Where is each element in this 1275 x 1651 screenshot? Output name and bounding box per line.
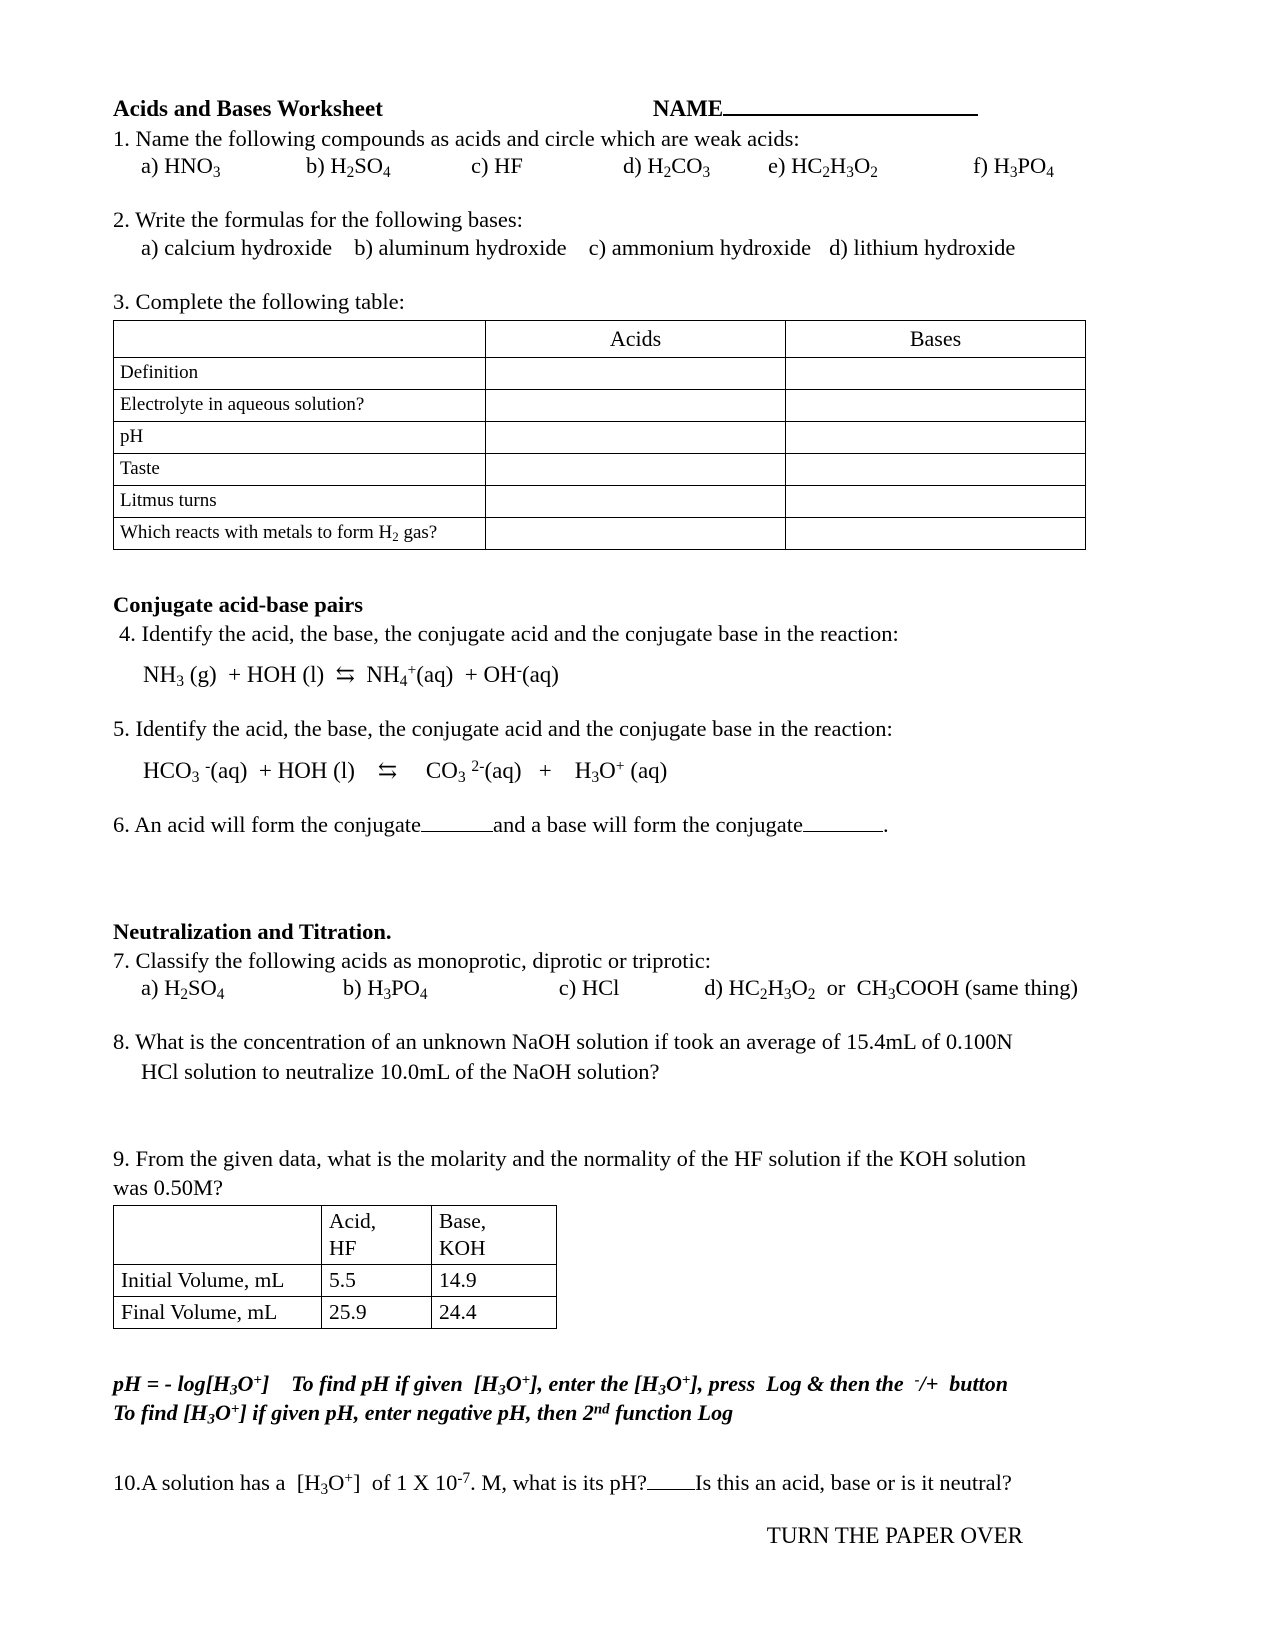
q7-option-b: b) $H_3PO_4$ xyxy=(342,975,428,1004)
table-row xyxy=(114,1265,557,1297)
ph-formula-note-line1: pH = - $\log[H_3O^+]$ To find pH if given $[H_3O^+]$, enter the $[H_3O^+]$, press Log & then the -/+ button xyxy=(113,1370,1008,1399)
answer-cell-acids[interactable] xyxy=(486,421,786,453)
turn-over-note: TURN THE PAPER OVER xyxy=(766,1523,1023,1549)
answer-cell-bases[interactable] xyxy=(786,453,1086,485)
value-final-acid: 25.9 xyxy=(322,1296,432,1328)
q10-blank[interactable] xyxy=(647,1473,695,1490)
q1-option-c: c) HF xyxy=(471,153,523,179)
q1-option-f: f) $H_3PO_4$ xyxy=(973,153,1054,182)
table-row xyxy=(114,453,1086,485)
table-row xyxy=(114,485,1086,517)
question-6-part3: . xyxy=(882,811,889,837)
worksheet-page xyxy=(113,96,1078,1549)
value-final-base: 24.4 xyxy=(432,1296,557,1328)
acids-bases-comparison-table xyxy=(113,320,1086,550)
table-row xyxy=(114,421,1086,453)
titration-data-table xyxy=(113,1205,557,1329)
header-acid-hf: Acid, HF xyxy=(322,1206,432,1265)
answer-cell-bases[interactable] xyxy=(786,357,1086,389)
q2-option-b: b) aluminum hydroxide xyxy=(354,234,567,260)
question-1-prompt: 1. Name the following compounds as acids and circle which are weak acids: xyxy=(113,126,800,151)
answer-cell-acids[interactable] xyxy=(486,485,786,517)
name-field-label: NAME xyxy=(653,96,978,122)
question-2-options xyxy=(113,235,1078,261)
q2-option-c: c) ammonium hydroxide xyxy=(588,234,812,260)
question-6-part1: 6. An acid will form the conjugate xyxy=(113,811,422,837)
question-7-prompt: 7. Classify the following acids as monoprotic, diprotic or triprotic: xyxy=(113,948,712,973)
header-blank-cell xyxy=(114,1206,322,1265)
value-initial-acid: 5.5 xyxy=(322,1265,432,1297)
question-8-line1: 8. What is the concentration of an unknown NaOH solution if took an average of 15.4mL of 0.100N xyxy=(113,1029,1013,1055)
question-5-prompt: 5. Identify the acid, the base, the conjugate acid and the conjugate base in the reaction: xyxy=(113,716,893,742)
q1-option-b: b) $H_2SO_4$ xyxy=(306,153,391,182)
q2-option-d: d) lithium hydroxide xyxy=(829,234,1016,260)
q7-option-d: d) $HC_2H_3O_2$ or $CH_3COOH$ (same thing) xyxy=(704,975,1079,1004)
q1-option-e: e) $HC_2H_3O_2$ xyxy=(768,153,878,182)
ph-formula-note-line2: To find $[H_3O^+]$ if given pH, enter negative pH, then 2nd function Log xyxy=(113,1400,734,1429)
row-label-taste: Taste xyxy=(114,453,486,485)
question-10: 10.A solution has a $[H_3O^+]$ of 1 X $10^{-7}$. M, what is its pH? Is this an acid, base or is it neutral? xyxy=(113,1470,1012,1498)
row-label-electrolyte: Electrolyte in aqueous solution? xyxy=(114,389,486,421)
value-initial-base: 14.9 xyxy=(432,1265,557,1297)
question-9-line1: 9. From the given data, what is the molarity and the normality of the HF solution if the KOH solution xyxy=(113,1145,1026,1171)
question-7-options xyxy=(113,975,1079,1004)
answer-cell-bases[interactable] xyxy=(786,421,1086,453)
table-header-row xyxy=(114,1206,557,1265)
q7-option-a: a) $H_2SO_4$ xyxy=(141,975,225,1004)
header-base-koh: Base, KOH xyxy=(432,1206,557,1265)
q1-option-a: a) $HNO_3$ xyxy=(141,153,221,182)
question-3-prompt: 3. Complete the following table: xyxy=(113,288,405,314)
name-blank-line[interactable] xyxy=(723,97,978,116)
answer-cell-acids[interactable] xyxy=(486,357,786,389)
question-1-options xyxy=(113,153,1078,182)
question-8-line2: HCl solution to neutralize 10.0mL of the NaOH solution? xyxy=(141,1058,660,1084)
page-title: Acids and Bases Worksheet xyxy=(113,96,383,121)
q1-option-d: d) $H_2CO_3$ xyxy=(623,153,711,182)
q6-blank-2[interactable] xyxy=(803,815,883,832)
table-header-row xyxy=(114,320,1086,357)
row-label-definition: Definition xyxy=(114,357,486,389)
question-6-part2: and a base will form the conjugate xyxy=(493,811,803,837)
question-9-line2: was 0.50M? xyxy=(113,1175,223,1200)
question-2-prompt: 2. Write the formulas for the following bases: xyxy=(113,207,523,233)
question-4-equation: $NH_3$ (g) + HOH (l) ⇆ $NH_4^+(aq) + OH^-(aq)$ xyxy=(143,662,559,691)
table-row xyxy=(114,517,1086,549)
table-row xyxy=(114,357,1086,389)
row-label-initial-volume: Initial Volume, mL xyxy=(114,1265,322,1297)
q2-option-a: a) calcium hydroxide xyxy=(141,234,333,260)
header-row xyxy=(113,96,1078,122)
column-header-acids: Acids xyxy=(486,320,786,357)
section-heading-neutralization: Neutralization and Titration. xyxy=(113,918,392,944)
row-label-reacts-metals: Which reacts with metals to form $H_2$ gas? xyxy=(114,517,486,549)
question-6 xyxy=(113,810,1078,839)
column-header-blank xyxy=(114,320,486,357)
answer-cell-acids[interactable] xyxy=(486,517,786,549)
q7-option-c: c) HCl xyxy=(558,975,620,1001)
column-header-bases: Bases xyxy=(786,320,1086,357)
table-row xyxy=(114,1296,557,1328)
question-5-equation: $HCO_3$ -(aq) + HOH (l) ⇆ $CO_3$ $^{2-}$(aq) + $H_3O^+$ (aq) xyxy=(143,757,668,786)
row-label-ph: pH xyxy=(114,421,486,453)
row-label-litmus: Litmus turns xyxy=(114,485,486,517)
question-4-prompt: 4. Identify the acid, the base, the conjugate acid and the conjugate base in the reaction: xyxy=(119,621,899,646)
q6-blank-1[interactable] xyxy=(421,815,493,832)
answer-cell-acids[interactable] xyxy=(486,453,786,485)
answer-cell-bases[interactable] xyxy=(786,389,1086,421)
answer-cell-bases[interactable] xyxy=(786,517,1086,549)
table-row xyxy=(114,389,1086,421)
section-heading-conjugate: Conjugate acid-base pairs xyxy=(113,591,364,617)
answer-cell-acids[interactable] xyxy=(486,389,786,421)
row-label-final-volume: Final Volume, mL xyxy=(114,1296,322,1328)
answer-cell-bases[interactable] xyxy=(786,485,1086,517)
